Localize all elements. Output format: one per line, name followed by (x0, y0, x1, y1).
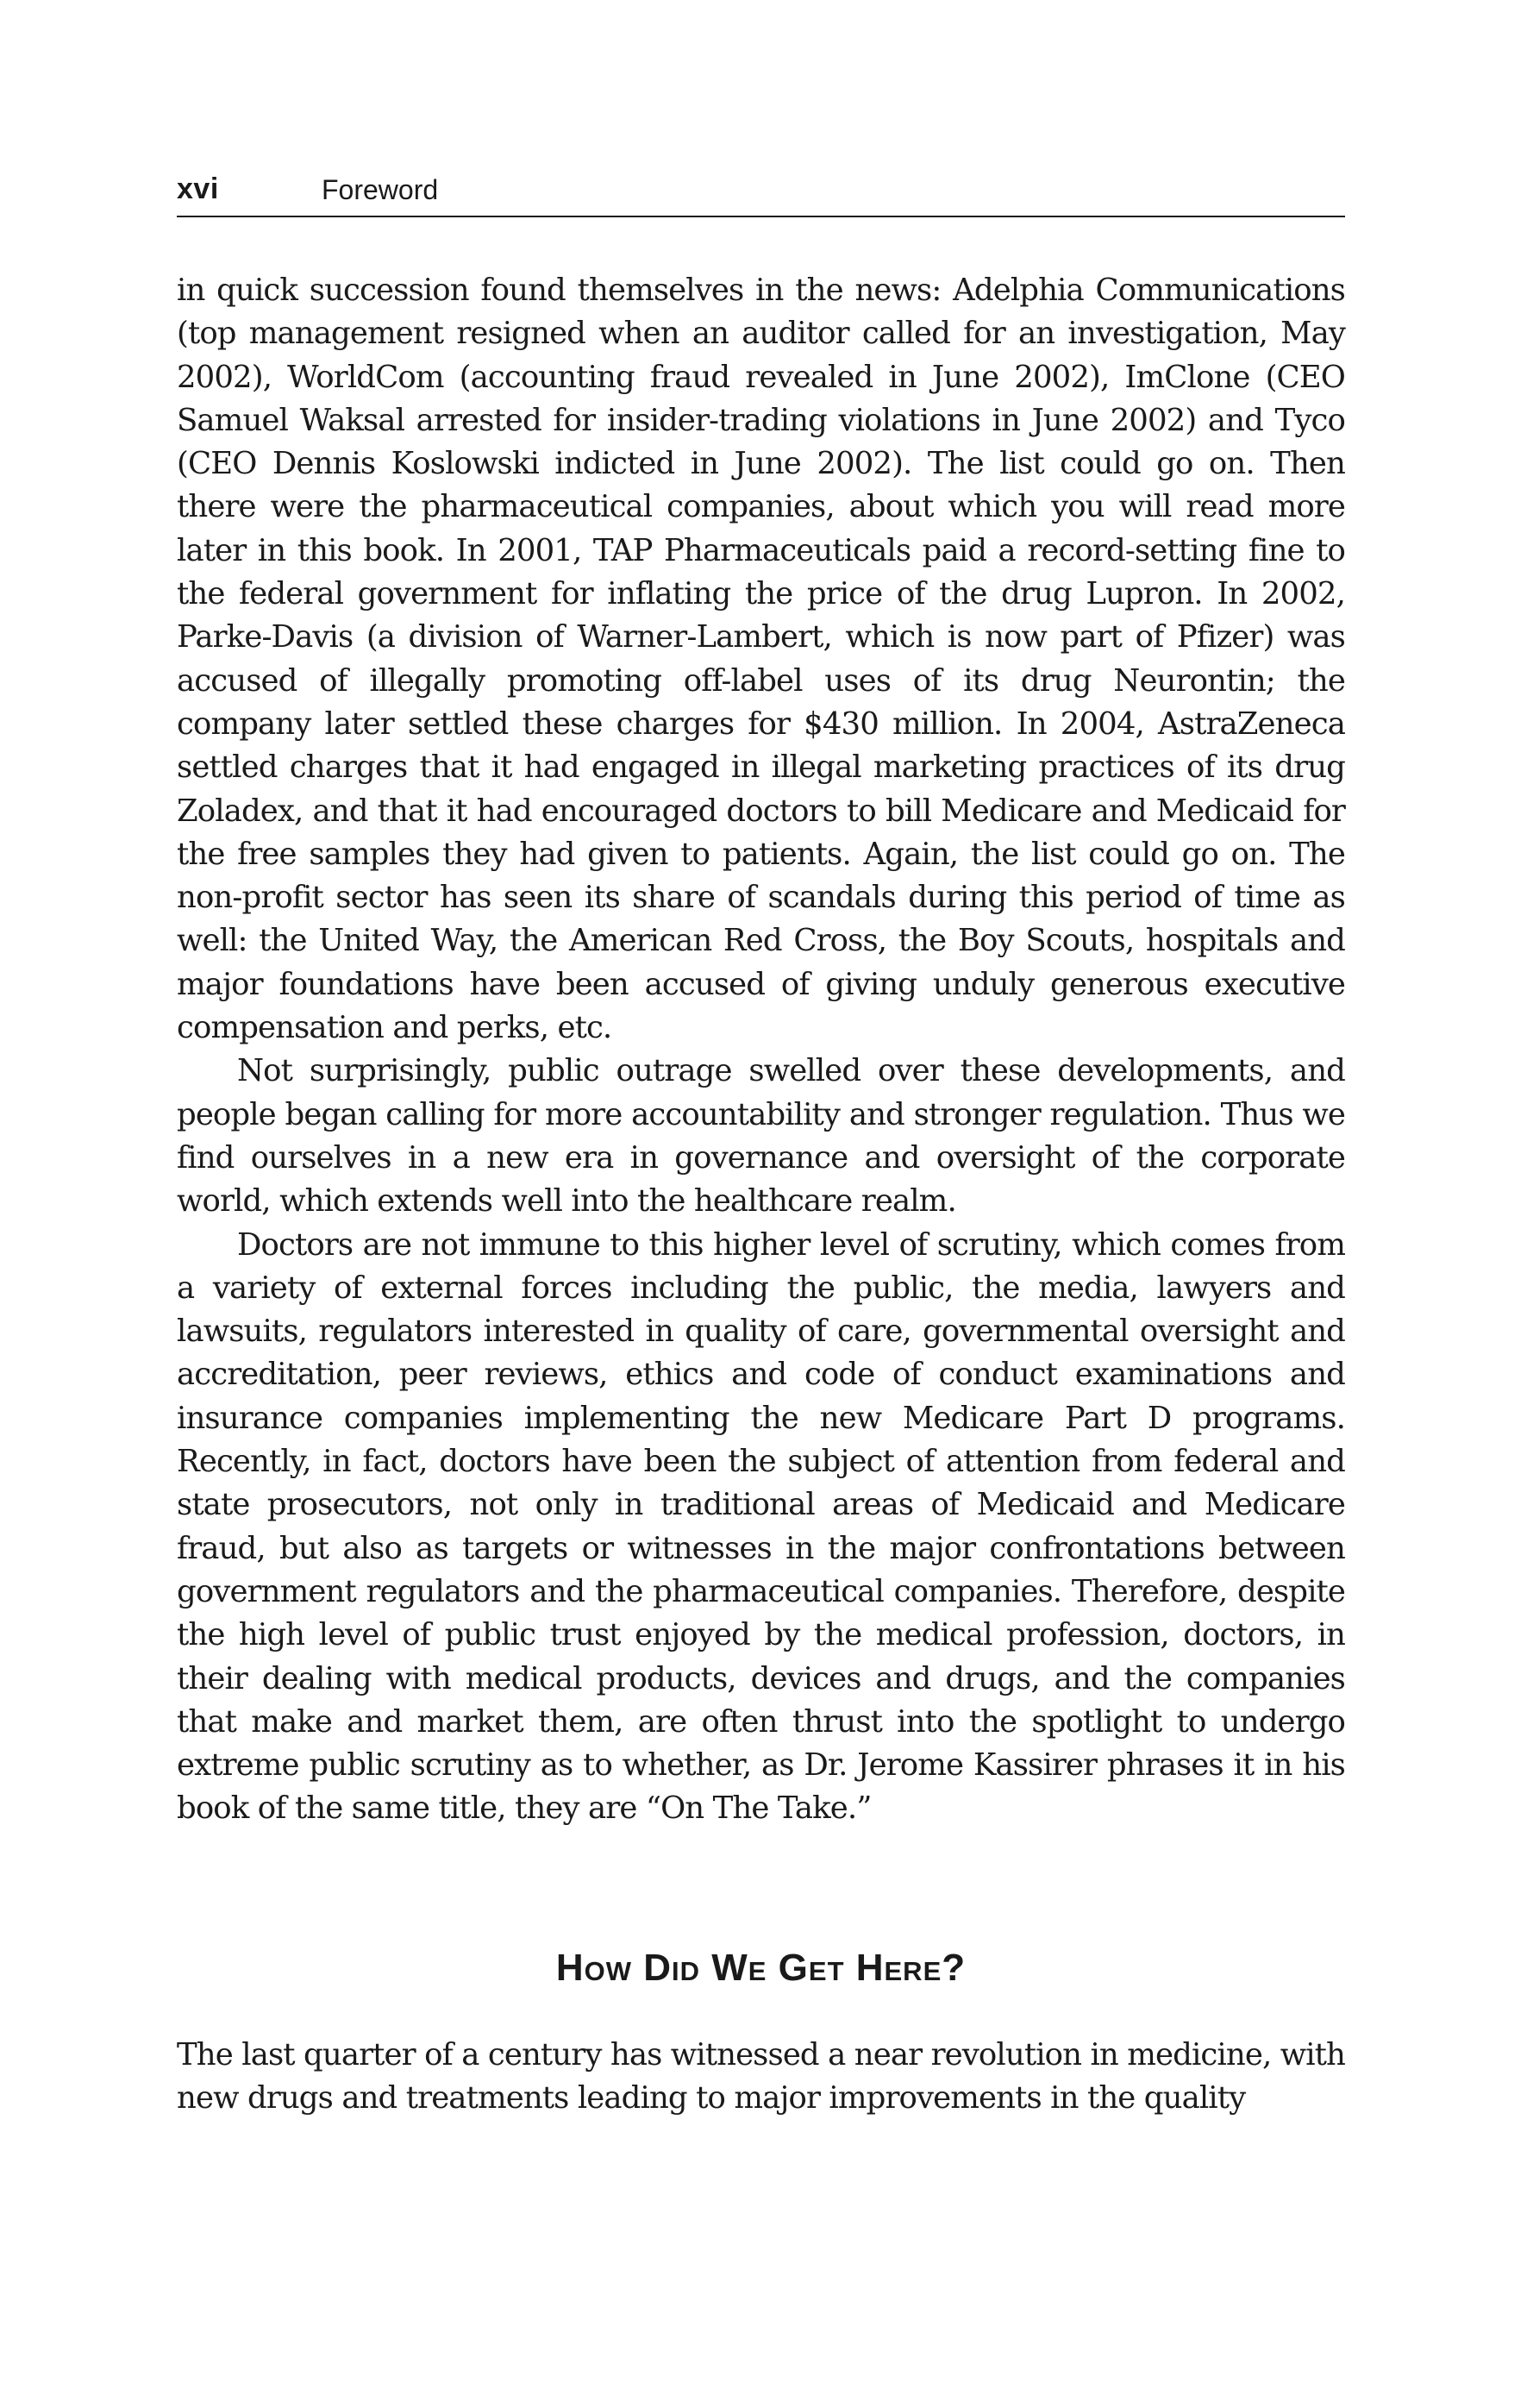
paragraph-public-outrage: Not surprisingly, public outrage swelled over these developments, and people began calling for more accountability and stronger regulation. Thus we find ourselves in a new era in governance and oversight of the corporate world, which extends well into the healthcare realm. (177, 1053, 1345, 1220)
running-head-title: Foreword (322, 174, 439, 205)
running-head (177, 171, 1345, 217)
section-heading: How Did We Get Here? (555, 1947, 967, 1989)
page-number: xvi (177, 172, 219, 205)
body-text (177, 269, 1345, 1831)
paragraph-continued: in quick succession found themselves in the news: Adelphia Communications (top management resigned when an auditor called for an investigation, May 2002), WorldCom (accounting fraud revealed in June 2002), ImClone (CEO Samuel Waksal arrested for insider-trading violations in June 2002) and Tyco (CEO Dennis Koslowski indicted in June 2002). The list could go on. Then there were the pharmaceutical companies, about which you will read more later in this book. In 2001, TAP Pharmaceuticals paid a record-setting fine to the federal government for inflating the price of the drug Lupron. In 2002, Parke-Davis (a division of Warner-Lambert, which is now part of Pfizer) was accused of illegally promoting off-label uses of its drug Neurontin; the company later settled these charges for $430 million. In 2004, AstraZeneca settled charges that it had engaged in illegal marketing practices of its drug Zoladex, and that it had encouraged doctors to bill Medicare and Medicaid for the free samples they had given to patients. Again, the list could go on. The non-profit sector has seen its share of scandals during this period of time as well: the United Way, the American Red Cross, the Boy Scouts, hospitals and major foundations have been accused of giving unduly generous executive compensation and perks, etc. (177, 273, 1345, 1046)
paragraph-doctors-scrutiny: Doctors are not immune to this higher level of scrutiny, which comes from a variety of external forces including the public, the media, lawyers and lawsuits, regulators interested in quality of care, governmental oversight and accreditation, peer reviews, ethics and code of conduct examinations and insurance companies implementing the new Medicare Part D programs. Recently, in fact, doctors have been the subject of attention from federal and state prosecutors, not only in traditional areas of Medicaid and Medicare fraud, but also as targets or witnesses in the major confrontations between government regulators and the pharmaceutical companies. Therefore, despite the high level of public trust enjoyed by the medical profession, doctors, in their dealing with medical products, devices and drugs, and the companies that make and market them, are often thrust into the spotlight to undergo extreme public scrutiny as to whether, as Dr. Jerome Kassirer phrases it in his book of the same title, they are “On The Take.” (177, 1226, 1345, 1827)
section-body-text (177, 2034, 1345, 2121)
paragraph-last-quarter: The last quarter of a century has witnessed a near revolution in medicine, with new drugs and treatments leading to major improvements in the quality (177, 2037, 1345, 2116)
